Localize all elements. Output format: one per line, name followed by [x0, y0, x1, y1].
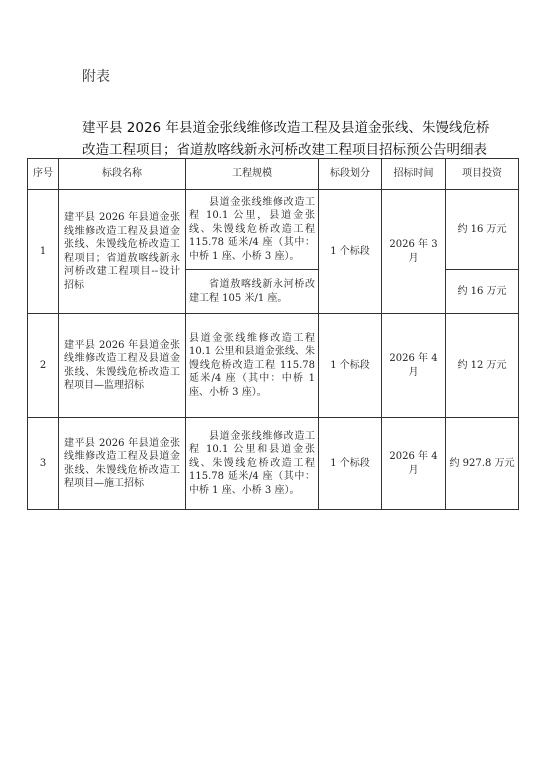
row-1-no: 1: [28, 190, 59, 314]
tender-detail-table: [27, 158, 519, 510]
title-line-2: 改造工程项目；省道敖喀线新永河桥改建工程项目招标预公告明细表: [82, 142, 487, 158]
row-1-time: 2026 年 3 月: [382, 190, 446, 314]
row-1-division: 1 个标段: [319, 190, 382, 314]
row-3-name: 建平县 2026 年县道金张线维修改造工程及县道金张线、朱馒线危桥改造工程项目—施工招标: [59, 418, 186, 510]
header-name: 标段名称: [59, 159, 186, 190]
row-2-scale: 县道金张线维修改造工程 10.1 公里和县道金张线、朱馒线危桥改造工程 115.78 延米/4 座（其中：中桥 1 座、小桥 3 座）。: [186, 314, 319, 418]
row-3-time: 2026 年 4 月: [382, 418, 446, 510]
row-1-scale-a: 县道金张线维修改造工程 10.1 公里，县道金张线、朱馒线危桥改造工程 115.78 延米/4 座（其中：中桥 1 座、小桥 3 座）。: [186, 190, 319, 270]
row-3-investment: 约 927.8 万元: [446, 418, 519, 510]
row-1-investment-b: 约 16 万元: [446, 270, 519, 314]
title-line-1: 建平县 2026 年县道金张线维修改造工程及县道金张线、朱馒线危桥: [82, 120, 490, 136]
header-time: 招标时间: [382, 159, 446, 190]
header-division: 标段划分: [319, 159, 382, 190]
row-2-no: 2: [28, 314, 59, 418]
header-no: 序号: [28, 159, 59, 190]
table-header-row: [28, 159, 519, 190]
row-3-no: 3: [28, 418, 59, 510]
row-1-investment-a: 约 16 万元: [446, 190, 519, 270]
row-1-scale-b: 省道敖喀线新永河桥改建工程 105 米/1 座。: [186, 270, 319, 314]
row-2-division: 1 个标段: [319, 314, 382, 418]
table-row: [28, 418, 519, 510]
header-scale: 工程规模: [186, 159, 319, 190]
row-1-name: 建平县 2026 年县道金张线维修改造工程及县道金张线、朱馒线危桥改造工程项目；省道敖喀线新永河桥改建工程项目--设计招标: [59, 190, 186, 314]
annex-label: 附表: [82, 69, 110, 85]
row-2-investment: 约 12 万元: [446, 314, 519, 418]
row-3-division: 1 个标段: [319, 418, 382, 510]
row-2-time: 2026 年 4 月: [382, 314, 446, 418]
row-2-name: 建平县 2026 年县道金张线维修改造工程及县道金张线、朱馒线危桥改造工程项目—监理招标: [59, 314, 186, 418]
table-row: [28, 314, 519, 418]
header-investment: 项目投资: [446, 159, 519, 190]
table-row: [28, 190, 519, 270]
document-title: [82, 117, 502, 161]
row-3-scale: 县道金张线维修改造工程 10.1 公里和县道金张线、朱馒线危桥改造工程 115.78 延米/4 座（其中：中桥 1 座、小桥 3 座）。: [186, 418, 319, 510]
